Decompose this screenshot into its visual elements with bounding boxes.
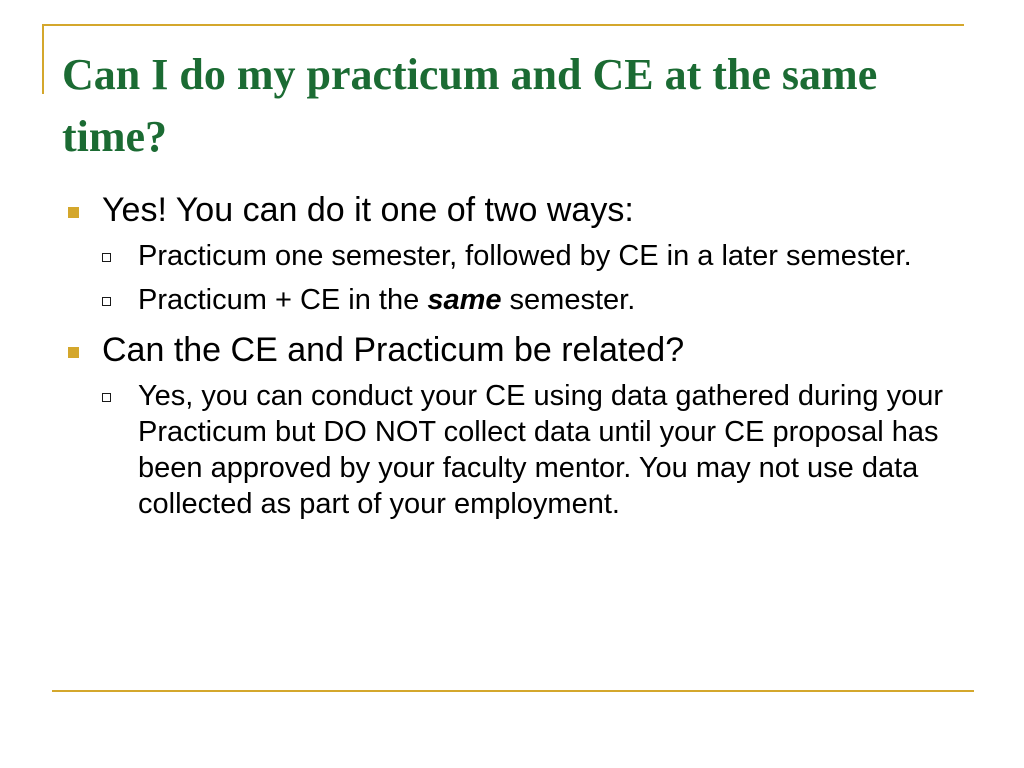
sub-bullet-text-before: Practicum + CE in the bbox=[138, 284, 428, 316]
frame-bottom-line bbox=[52, 690, 974, 692]
hollow-square-bullet-icon bbox=[102, 393, 111, 402]
square-bullet-icon bbox=[68, 347, 79, 358]
bullet-item-related bbox=[62, 328, 982, 522]
bullet-text: Yes! You can do it one of two ways: bbox=[102, 191, 634, 229]
frame-top-line bbox=[42, 24, 964, 26]
sub-bullet-list bbox=[102, 378, 982, 522]
sub-bullet-list bbox=[102, 238, 982, 318]
sub-bullet-item bbox=[62, 378, 982, 522]
hollow-square-bullet-icon bbox=[102, 253, 111, 262]
sub-bullet-item bbox=[62, 238, 982, 274]
sub-bullet-text: Yes, you can conduct your CE using data gathered during your Practicum but DO NOT collect data until your CE proposal has been approved by your faculty mentor. You may not use data collected as part of your employment. bbox=[138, 380, 944, 520]
bullet-item-ways bbox=[62, 188, 982, 318]
sub-bullet-text: Practicum one semester, followed by CE in a later semester. bbox=[138, 240, 912, 272]
emphasis-text: same bbox=[427, 284, 502, 316]
frame-left-line bbox=[42, 24, 44, 94]
sub-bullet-item bbox=[62, 282, 982, 318]
sub-bullet-text-after: semester. bbox=[501, 284, 636, 316]
square-bullet-icon bbox=[68, 207, 79, 218]
bullet-list bbox=[62, 188, 982, 532]
bullet-text: Can the CE and Practicum be related? bbox=[102, 331, 685, 369]
slide-title: Can I do my practicum and CE at the same time? bbox=[62, 50, 878, 161]
hollow-square-bullet-icon bbox=[102, 297, 111, 306]
